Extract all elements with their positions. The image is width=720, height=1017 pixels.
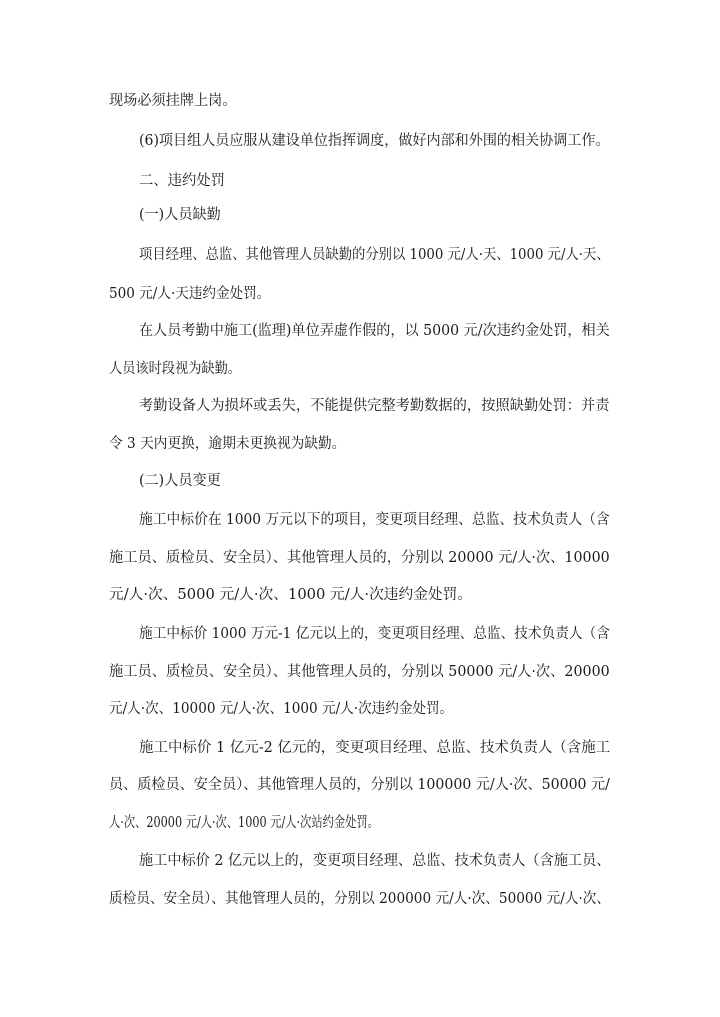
text-line: 考勤设备人为损坏或丢失，不能提供完整考勤数据的，按照缺勤处罚：并责 [139,398,610,414]
text-line: 人·次、20000 元/人·次、1000 元/人·次站约金处罚。 [109,815,379,831]
text-line: 质检员、安全员）、其他管理人员的，分别以 200000 元/人·次、50000 元/人·次、 [109,891,611,907]
text-line: 施工员、质检员、安全员）、其他管理人员的，分别以 50000 元/人·次、20000 [109,664,610,680]
text-line: 施工中标价 2 亿元以上的，变更项目经理、总监、技术负责人（含施工员、 [139,853,611,869]
text-line: 施工中标价 1000 万元-1 亿元以上的，变更项目经理、总监、技术负责人（含 [139,626,610,642]
text-line: 元/人·次、5000 元/人·次、1000 元/人·次违约金处罚。 [109,587,473,603]
text-line: 施工中标价 1 亿元-2 亿元的，变更项目经理、总监、技术负责人（含施工 [139,740,611,756]
text-line: 员、质检员、安全员）、其他管理人员的，分别以 100000 元/人·次、50000 元/ [109,777,610,793]
text-line: 在人员考勤中施工(监理)单位弄虚作假的，以 5000 元/次违约金处罚，相关 [139,323,610,339]
text-line: 元/人·次、10000 元/人·次、1000 元/人·次违约金处罚。 [109,701,454,717]
section-heading: 二、违约处罚 [139,173,225,189]
text-line: 现场必须挂牌上岗。 [109,93,237,109]
text-line: 500 元/人·天违约金处罚。 [109,286,271,302]
subsection-heading: (一)人员缺勤 [139,207,221,223]
text-line: (6)项目组人员应服从建设单位指挥调度，做好内部和外围的相关协调工作。 [139,133,610,149]
subsection-heading: (二)人员变更 [139,473,221,489]
text-line: 人员该时段视为缺勤。 [109,361,241,377]
text-line: 项目经理、总监、其他管理人员缺勤的分别以 1000 元/人·天、1000 元/人·天、 [139,247,610,263]
text-line: 施工中标价在 1000 万元以下的项目，变更项目经理、总监、技术负责人（含 [139,512,610,528]
text-line: 施工员、质检员、安全员）、其他管理人员的，分别以 20000 元/人·次、10000 [109,550,610,566]
text-line: 令 3 天内更换，逾期未更换视为缺勤。 [109,436,346,452]
